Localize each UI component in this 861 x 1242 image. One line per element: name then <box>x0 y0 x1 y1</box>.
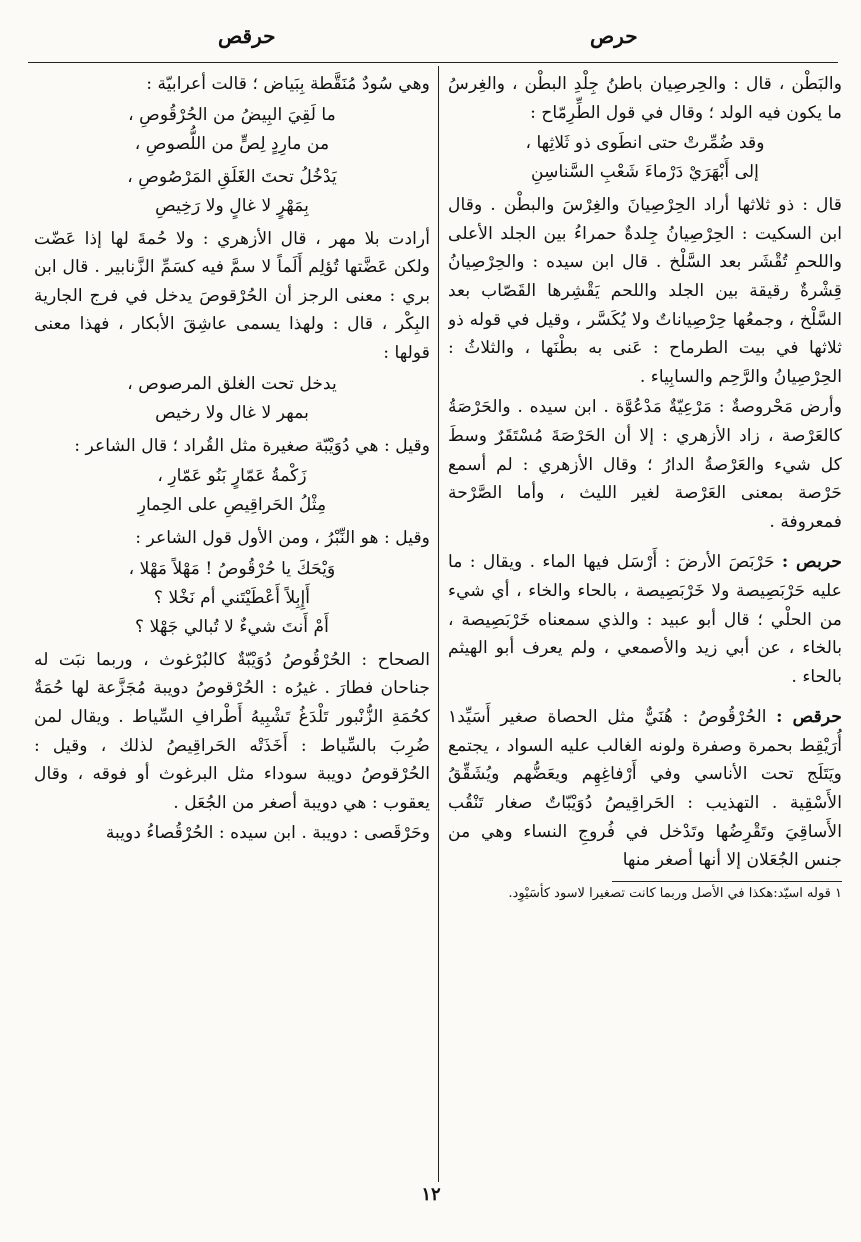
verse-line: يدخل تحت الغلق المرصوص ، <box>127 373 337 394</box>
paragraph: والبَطْن ، قال : والحِرصِيان باطنُ جِلْدِ البطْن ، والغِرسُ ما يكون فيه الولد ؛ وقال في قول الطِّرِمّاح : <box>448 74 842 123</box>
paragraph: وأرض مَحْروصةٌ : مَرْعِيّةٌ مَدْعُوَّة . ابن سيده . والحَرْصَةُ كالعَرْصة ، زاد الأزهري : إلا أن الحَرْصَةَ مُسْتَقَرٌ وسطَ كل شيء والعَرْصةُ الدارُ ؛ وقال الأزهري : لم أسمع حَرْصة بمعنى العَرْصة لغير الليث ، وأما الصَّرْحة فمعروفة . <box>448 397 842 532</box>
verse-line: بمهر لا غال ولا رخيص <box>155 402 309 423</box>
footnote: ١ قوله اسيّد:هكذا في الأصل وربما كانت تصغيرا لاسود كأسَيْوِد. <box>508 885 842 901</box>
verse-line: بِمَهْرٍ لا غالٍ ولا رَخِيصِ <box>155 195 309 216</box>
entry-headword: حرقص : <box>776 707 842 728</box>
verse-line: إلى أَبْهَرَيْ دَرْماءَ شَعْبِ السَّناسِنِ <box>531 162 759 183</box>
verse <box>448 129 842 187</box>
paragraph: وقيل : هي دُوَيْبّة صغيرة مثل القُراد ؛ قال الشاعر : <box>74 435 430 456</box>
verse-line: من مارِدٍ لِصٍّ من اللُّصوصِ ، <box>134 133 330 154</box>
entry-harqas <box>448 703 842 875</box>
right-column <box>448 70 842 1180</box>
paragraph: وحَرْقَصى : دويبة . ابن سيده : الحُرْقُصاءُ دويبة <box>105 823 430 844</box>
verse-line: ما لَقِيَ البِيضُ من الحُرْقُوصِ ، <box>128 104 336 125</box>
left-column <box>34 70 430 1180</box>
entry-headword: حربص : <box>781 552 842 573</box>
paragraph: وقيل : هو النِّبْرُ ، ومن الأول قول الشاعر : <box>135 528 430 549</box>
verse <box>34 163 430 221</box>
running-header-right: حرص <box>590 24 638 48</box>
paragraph: قال : ذو ثلاثها أراد الحِرْصِيانَ والغِرْسَ والبطْن . وقال ابن السكيت : الحِرْصِيانُ جِلدةٌ حمراءُ بين الجلد الأعلى واللحمِ تُقْشَر بعد السَّلْخ . قال ابن سيده : والحِرْصِيانُ قِشْرةٌ رقيقة بين الجلد واللحم يَقْشِرها القَصّاب بعد السَّلْخ ، وجمعُها حِرْصِياناتٌ ولا يُكَسَّر ، وقيل في قوله ذو ثلاثها في بيت الطرماح : عَنى به بطْنَها ، والثلاثُ : الحِرْصِيانُ والرَّحِم والسابِياء . <box>448 195 842 387</box>
verse <box>34 370 430 428</box>
verse-line: أَإِبِلاً أَعْطَيْتَني أم نَخْلا ؟ <box>153 587 311 608</box>
column-divider <box>438 66 439 1182</box>
verse-line: أَمْ أَنتَ شيءٌ لا تُبالي جَهْلا ؟ <box>135 616 329 637</box>
paragraph: الصحاح : الحُرْقُوصُ دُوَيْبّةٌ كالبُرْغوث ، وربما نبَت له جناحان فطارَ . غيرُه : الحُرْقوصُ دويبة مُجَزَّعة لها حُمَةٌ كحُمَةِ الزُّنْبور تَلْدَغُ تَشْبِيهُ أَطْرافِ السِّياط . ويقال لمن ضُرِبَ بالسِّياط : أَخَذَتْه الحَراقِيصُ لذلك ، وقيل : الحُرْقوصُ دويبة سوداء مثل البرغوث أو فوقه ، وقال يعقوب : هي دويبة أصغر من الجُعَل . <box>34 649 430 813</box>
verse-line: يَدْخُلُ تحتَ الغَلَقِ المَرْصُوصِ ، <box>127 166 337 187</box>
verse <box>34 462 430 520</box>
verse-line: وقد ضُمِّرتْ حتى انطَوى ذو ثَلاثِها ، <box>525 133 765 154</box>
verse <box>34 101 430 159</box>
verse-line: زَكْمةُ عَمّارٍ بَنُو عَمّارِ ، <box>157 466 307 487</box>
paragraph: وهي سُودٌ مُنَقَّطة بِبَياض ؛ قالت أعرابيّة : <box>146 74 430 94</box>
verse <box>34 555 430 642</box>
footnote-rule <box>612 881 842 882</box>
verse-line: وَيْحَكَ يا حُرْقُوصُ ! مَهْلاً مَهْلا ، <box>128 558 336 579</box>
entry-harbas <box>448 548 842 691</box>
running-header-left: حرقص <box>218 24 276 48</box>
entry-body: حَرْبَصَ الأرضَ : أَرْسَل فيها الماء . ويقال : ما عليه حَرْبَصِيصة ولا خَرْبَصِيصة ، بالحاء والخاء ، أي شيء من الحلْي ؛ قال أبو عبيد : والذي سمعناه خَرْبَصِيصة ، بالخاء ، عن أبي زيد والأصمعي ، ولم يعرف أبو الهيثم بالحاء . <box>448 552 842 687</box>
page-number: ١٢ <box>421 1184 441 1205</box>
paragraph: أرادت بلا مهر ، قال الأزهري : ولا حُمةَ لها إذا عَضّت ولكن عَضَّتها تُؤلِم أَلَماً لا سمَّ فيه كسَمِّ الزَّنابير . قال ابن بري : معنى الرجز أن الحُرْقوصَ يدخل في فرج الجارية البِكْر ، قال : ولهذا يسمى عاشِقَ الأبكار ، فهذا معنى قولها : <box>34 228 430 363</box>
header-rule <box>28 62 838 63</box>
verse-line: مِثْلُ الحَراقِيصِ على الحِمارِ <box>137 495 327 516</box>
entry-body: الحُرْقُوصُ : هُنَيٌّ مثل الحصاة صغير أَسَيِّد١ أُرَيْقِط بحمرة وصفرة ولونه الغالب عليه السواد ، يجتمع ويَتَلَج تحت الأناسي وفي أَرْفاغِهِم ويعَضُّهم ويُشَقِّقُ الأَسْقِية . التهذيب : الحَراقِيصُ دُوَيْبّاتٌ صغار تَنْقُب الأَساقِيَ وتَقْرِضُها وتَدْخل في فُروجِ النساء وهي من جنس الجُعَلان إلا أنها أصغر منها <box>448 707 842 871</box>
